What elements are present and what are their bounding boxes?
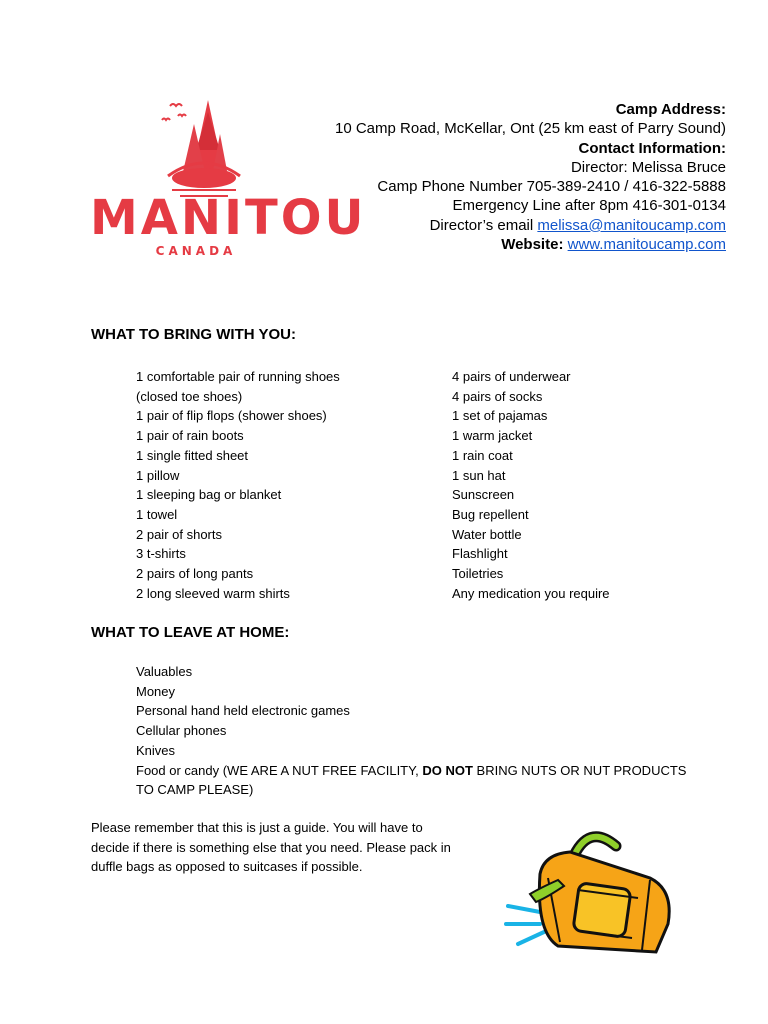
- website-label: Website:: [501, 236, 568, 254]
- list-item: 1 pair of rain boots: [136, 428, 244, 444]
- contact-block: [335, 100, 726, 254]
- email-row: [335, 216, 726, 235]
- logo-subtitle: CANADA: [155, 244, 237, 258]
- website-row: [335, 235, 726, 254]
- list-item: 2 pair of shorts: [136, 526, 222, 542]
- list-item: Water bottle: [452, 526, 522, 542]
- list-item: Valuables: [136, 664, 193, 679]
- list-item: Personal hand held electronic games: [136, 703, 350, 719]
- bring-heading: WHAT TO BRING WITH YOU:: [91, 326, 296, 343]
- list-item: 1 pillow: [136, 467, 180, 483]
- leave-list: [136, 662, 696, 800]
- contact-heading: Contact Information:: [578, 139, 726, 157]
- address-heading: Camp Address:: [615, 101, 726, 118]
- logo-wordmark: MANITOU: [90, 190, 367, 246]
- food-text: Food or candy (WE ARE A NUT FREE FACILITY,: [136, 762, 423, 778]
- list-item: 1 pair of flip flops (shower shoes): [136, 408, 327, 424]
- bring-list-left: [136, 367, 340, 603]
- list-item: 1 sun hat: [452, 467, 506, 483]
- list-item: 1 rain coat: [452, 447, 513, 463]
- list-item: 1 single fitted sheet: [136, 447, 249, 463]
- list-item: 1 sleeping bag or blanket: [136, 487, 282, 503]
- list-item: 1 towel: [136, 506, 178, 522]
- director-name: Director: Melissa Bruce: [570, 158, 726, 176]
- list-item: Bug repellent: [452, 506, 529, 522]
- list-item: 2 long sleeved warm shirts: [136, 585, 290, 601]
- website-link[interactable]: www.manitoucamp.com: [567, 236, 726, 254]
- guide-note: [91, 818, 491, 877]
- leave-heading: WHAT TO LEAVE AT HOME:: [91, 624, 290, 641]
- list-item: Sunscreen: [452, 487, 515, 503]
- list-item: 4 pairs of socks: [452, 388, 543, 404]
- do-not-emphasis: DO NOT: [422, 762, 473, 778]
- duffle-bag-icon: [500, 820, 680, 960]
- email-label: Director’s email: [429, 216, 538, 234]
- list-item: Knives: [136, 742, 176, 758]
- email-link[interactable]: melissa@manitoucamp.com: [537, 216, 726, 234]
- list-item: Cellular phones: [136, 723, 227, 739]
- note-line: duffle bags as opposed to suitcases if possible.: [91, 859, 363, 874]
- bring-list-right: [452, 367, 610, 603]
- list-item-food: [136, 761, 696, 781]
- list-item: Any medication you require: [452, 585, 610, 601]
- list-item: (closed toe shoes): [136, 388, 243, 404]
- list-item: 4 pairs of underwear: [452, 369, 571, 384]
- food-text-cont: BRING NUTS OR NUT PRODUCTS: [472, 762, 687, 778]
- list-item: 1 warm jacket: [452, 428, 533, 444]
- list-item-food-line2: TO CAMP PLEASE): [136, 782, 254, 798]
- list-item: 1 comfortable pair of running shoes: [136, 369, 340, 384]
- list-item: Toiletries: [452, 566, 504, 582]
- note-line: Please remember that this is just a guide. You will have to: [91, 820, 423, 835]
- list-item: 1 set of pajamas: [452, 408, 548, 424]
- emergency-line: Emergency Line after 8pm 416-301-0134: [452, 197, 726, 215]
- address-text: 10 Camp Road, McKellar, Ont (25 km east of Parry Sound): [334, 120, 726, 138]
- manitou-logo: [86, 94, 367, 264]
- list-item: Money: [136, 683, 176, 699]
- list-item: 2 pairs of long pants: [136, 566, 254, 582]
- tree-island-icon: [86, 94, 306, 204]
- list-item: Flashlight: [452, 546, 508, 562]
- list-item: 3 t-shirts: [136, 546, 186, 562]
- note-line: decide if there is something else that you need. Please pack in: [91, 839, 451, 855]
- camp-phone: Camp Phone Number 705-389-2410 / 416-322-5888: [377, 178, 726, 196]
